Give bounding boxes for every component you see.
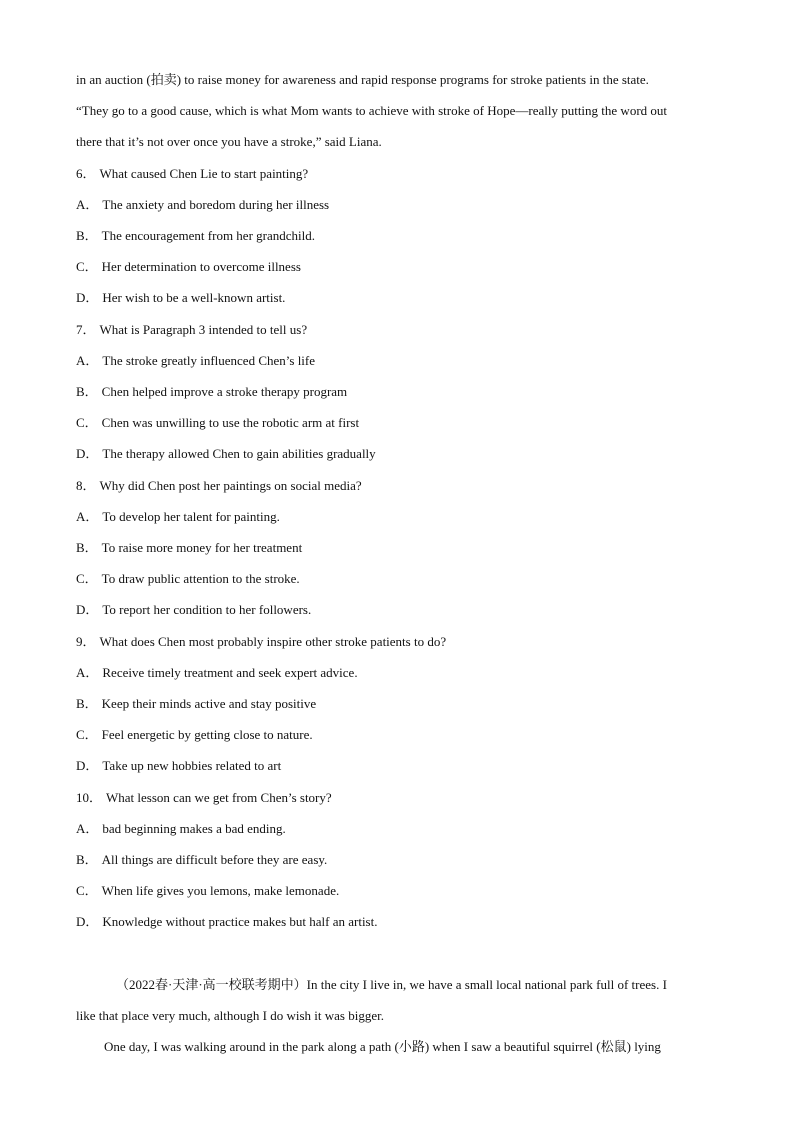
option-text: Feel energetic by getting close to nature. <box>101 727 313 743</box>
question-8 <box>76 470 716 626</box>
option-letter: B． <box>76 384 98 400</box>
option-text: Her wish to be a well-known artist. <box>102 290 286 306</box>
option-text: bad beginning makes a bad ending. <box>102 820 286 836</box>
option-text: The anxiety and boredom during her illness <box>102 196 330 212</box>
option-letter: D． <box>76 446 99 462</box>
option-letter: A． <box>76 508 99 524</box>
option-c <box>76 251 716 282</box>
question-stem <box>76 158 716 189</box>
document-page <box>76 64 716 1062</box>
option-letter: D． <box>76 602 99 618</box>
question-stem <box>76 782 716 813</box>
question-stem <box>76 626 716 657</box>
option-letter: B． <box>76 852 98 868</box>
question-number: 9． <box>76 633 96 649</box>
question-stem <box>76 470 716 501</box>
question-9 <box>76 626 716 782</box>
option-c <box>76 563 716 594</box>
option-letter: A． <box>76 196 99 212</box>
option-a <box>76 345 716 376</box>
passage-line: like that place very much, although I do wish it was bigger. <box>76 1007 384 1023</box>
option-b <box>76 376 716 407</box>
option-d <box>76 750 716 781</box>
option-text: The encouragement from her grandchild. <box>101 228 315 244</box>
question-number: 10． <box>76 789 103 805</box>
passage-line: there that it’s not over once you have a stroke,” said Liana. <box>76 134 382 150</box>
question-6 <box>76 158 716 314</box>
option-d <box>76 282 716 313</box>
section-gap <box>76 938 716 969</box>
passage-line: （2022春·天津·高一校联考期中）In the city I live in, we have a small local national park full of trees. I <box>116 976 667 992</box>
passage-line: in an auction (拍卖) to raise money for awareness and rapid response programs for stroke patients in the state. <box>76 72 649 87</box>
option-text: Chen was unwilling to use the robotic arm at first <box>101 415 360 431</box>
option-text: To develop her talent for painting. <box>102 508 280 524</box>
option-text: To report her condition to her followers. <box>102 602 312 618</box>
option-text: To draw public attention to the stroke. <box>101 571 300 587</box>
option-text: All things are difficult before they are easy. <box>101 852 328 868</box>
question-text: What lesson can we get from Chen’s story? <box>106 789 332 805</box>
option-text: Keep their minds active and stay positive <box>101 696 317 712</box>
option-text: Knowledge without practice makes but half an artist. <box>102 914 378 930</box>
question-text: What is Paragraph 3 intended to tell us? <box>99 321 308 337</box>
option-a <box>76 657 716 688</box>
option-c <box>76 407 716 438</box>
option-letter: B． <box>76 540 98 556</box>
option-d <box>76 594 716 625</box>
passage-top <box>76 64 716 158</box>
option-letter: B． <box>76 228 98 244</box>
option-text: Receive timely treatment and seek expert advice. <box>102 664 358 680</box>
option-letter: C． <box>76 883 98 899</box>
option-letter: A． <box>76 664 99 680</box>
option-b <box>76 220 716 251</box>
option-letter: B． <box>76 696 98 712</box>
option-c <box>76 875 716 906</box>
option-letter: A． <box>76 820 99 836</box>
option-d <box>76 906 716 937</box>
option-letter: C． <box>76 415 98 431</box>
passage-line: “They go to a good cause, which is what Mom wants to achieve with stroke of Hope—really putting the word out <box>76 103 668 119</box>
option-text: The therapy allowed Chen to gain abilities gradually <box>102 446 376 462</box>
option-letter: C． <box>76 727 98 743</box>
option-text: To raise more money for her treatment <box>101 540 303 556</box>
option-d <box>76 438 716 469</box>
question-text: What does Chen most probably inspire other stroke patients to do? <box>99 633 447 649</box>
question-number: 7． <box>76 321 96 337</box>
option-letter: C． <box>76 571 98 587</box>
option-b <box>76 844 716 875</box>
option-letter: C． <box>76 259 98 275</box>
next-passage <box>76 969 716 1063</box>
option-b <box>76 688 716 719</box>
option-a <box>76 189 716 220</box>
option-letter: D． <box>76 914 99 930</box>
option-letter: D． <box>76 290 99 306</box>
question-10 <box>76 782 716 938</box>
option-text: Take up new hobbies related to art <box>102 758 282 774</box>
option-a <box>76 813 716 844</box>
question-text: Why did Chen post her paintings on social media? <box>99 477 362 493</box>
option-letter: A． <box>76 352 99 368</box>
option-c <box>76 719 716 750</box>
passage-line: One day, I was walking around in the park along a path (小路) when I saw a beautiful squirrel (松鼠) lying <box>104 1039 661 1055</box>
option-letter: D． <box>76 758 99 774</box>
option-text: Her determination to overcome illness <box>101 259 301 275</box>
question-number: 8． <box>76 477 96 493</box>
option-text: Chen helped improve a stroke therapy program <box>101 384 348 400</box>
question-7 <box>76 314 716 470</box>
question-text: What caused Chen Lie to start painting? <box>99 165 309 181</box>
option-text: The stroke greatly influenced Chen’s life <box>102 352 316 368</box>
option-a <box>76 501 716 532</box>
option-text: When life gives you lemons, make lemonade. <box>101 883 340 899</box>
question-number: 6． <box>76 165 96 181</box>
question-stem <box>76 314 716 345</box>
option-b <box>76 532 716 563</box>
